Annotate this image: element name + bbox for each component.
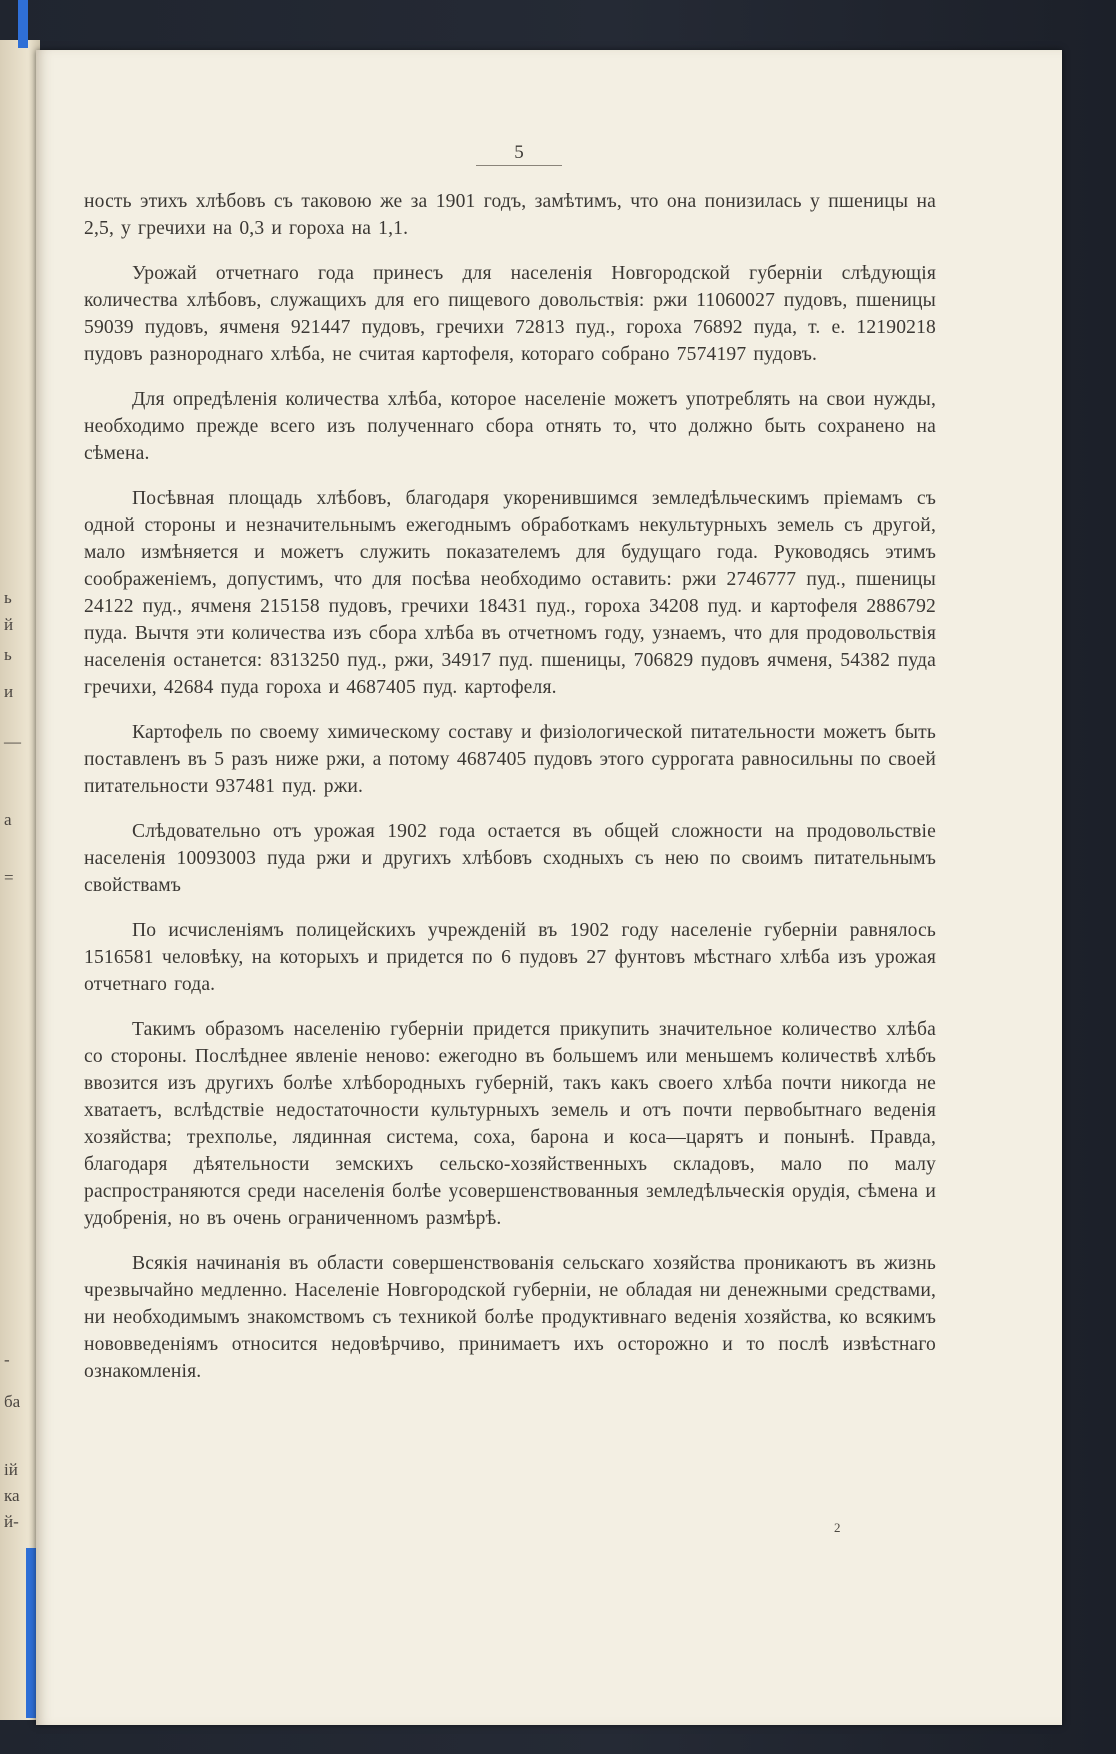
paragraph: Урожай отчетнаго года принесъ для населенія Новгородской губерніи слѣдующія количества хлѣбовъ, служащихъ для его пищевого довольствія: ржи 11060027 пудовъ, пшеницы 59039 пудовъ, ячменя 921447 пудовъ, гречихи 72813 пуд., гороха 76892 пуда, т. е. 12190218 пудовъ разнороднаго хлѣба, не считая картофеля, котораго собрано 7574197 пудовъ. bbox=[84, 263, 936, 365]
page-number: 5 bbox=[476, 144, 562, 166]
edge-glyph: ь bbox=[4, 588, 12, 607]
edge-glyph: й bbox=[4, 615, 14, 634]
paragraph: Слѣдовательно отъ урожая 1902 года остается въ общей сложности на продовольствіе населенія 10093003 пуда ржи и другихъ хлѣбовъ сходныхъ съ нею по своимъ питательнымъ свойствамъ bbox=[84, 821, 936, 896]
paragraph: Всякія начинанія въ области совершенствованія сельскаго хозяйства проникаютъ въ жизнь чрезвычайно медленно. Населеніе Новгородской губерніи, не обладая ни денежными средствами, ни необходимымъ знакомствомъ съ техникой болѣе продуктивнаго веденія хозяйства, ко всякимъ нововведеніямъ относится недовѣрчиво, принимаетъ ихъ осторожно и то послѣ извѣстнаго ознакомленія. bbox=[84, 1253, 936, 1382]
body-text bbox=[84, 188, 936, 1403]
document-page bbox=[36, 50, 1062, 1725]
edge-glyph: и bbox=[4, 682, 14, 701]
edge-glyph: а bbox=[4, 810, 12, 829]
edge-glyph: ій bbox=[4, 1460, 18, 1479]
paragraph: Такимъ образомъ населенію губерніи придется прикупить значительное количество хлѣба со стороны. Послѣднее явленіе неново: ежегодно въ большемъ или меньшемъ количествѣ хлѣбъ ввозится изъ другихъ болѣе хлѣбородныхъ губерній, такъ какъ своего хлѣба почти никогда не хватаетъ, вслѣдствіе недостаточности культурныхъ земель и отъ почти первобытнаго веденія хозяйства; трехполье, лядинная система, соха, барона и коса—царятъ и понынѣ. Правда, благодаря дѣятельности земскихъ сельско-хозяйственныхъ складовъ, мало по малу распространяются среди населенія болѣе усовершенствованныя земледѣльческія орудія, сѣмена и удобренія, но въ очень ограниченномъ размѣрѣ. bbox=[84, 1019, 936, 1229]
edge-glyph: - bbox=[4, 1350, 10, 1369]
previous-page-edge bbox=[0, 40, 40, 1720]
edge-glyph: ка bbox=[4, 1486, 20, 1505]
paragraph: ность этихъ хлѣбовъ съ таковою же за 1901 годъ, замѣтимъ, что она понизилась у пшеницы на 2,5, у гречихи на 0,3 и гороха на 1,1. bbox=[84, 191, 936, 239]
binding-tab-bottom bbox=[26, 1548, 36, 1718]
binding-tab-top bbox=[18, 0, 28, 48]
edge-glyph: — bbox=[4, 732, 21, 751]
printer-signature-mark: 2 bbox=[834, 1520, 841, 1535]
edge-glyph: ь bbox=[4, 645, 12, 664]
edge-glyph: й- bbox=[4, 1512, 19, 1531]
paragraph: Посѣвная площадь хлѣбовъ, благодаря укоренившимся земледѣльческимъ пріемамъ съ одной стороны и незначительнымъ ежегоднымъ обработкамъ некультурныхъ земель съ другой, мало измѣняется и можетъ служить показателемъ для будущаго года. Руководясь этимъ соображеніемъ, допустимъ, что для посѣва необходимо оставить: ржи 2746777 пуд., пшеницы 24122 пуд., ячменя 215158 пудовъ, гречихи 18431 пуд., гороха 34208 пуд. и картофеля 2886792 пуда. Вычтя эти количества изъ сбора хлѣба въ отчетномъ году, узнаемъ, что для продовольствія населенія останется: 8313250 пуд., ржи, 34917 пуд. пшеницы, 706829 пудовъ ячменя, 54382 пуда гречихи, 42684 пуда гороха и 4687405 пуд. картофеля. bbox=[84, 488, 936, 698]
paragraph: Картофель по своему химическому составу и физіологической питательности можетъ быть поставленъ въ 5 разъ ниже ржи, а потому 4687405 пудовъ этого суррогата равносильны по своей питательности 937481 пуд. ржи. bbox=[84, 722, 936, 797]
edge-glyph: = bbox=[4, 868, 14, 887]
paragraph: Для опредѣленія количества хлѣба, которое населеніе можетъ употреблять на свои нужды, необходимо прежде всего изъ полученнаго сбора отнять то, что должно быть сохранено на сѣмена. bbox=[84, 389, 936, 464]
paragraph: По исчисленіямъ полицейскихъ учрежденій въ 1902 году населеніе губерніи равнялось 1516581 человѣку, на которыхъ и придется по 6 пудовъ 27 фунтовъ мѣстнаго хлѣба изъ урожая отчетнаго года. bbox=[84, 920, 936, 995]
edge-glyph: ба bbox=[4, 1392, 21, 1411]
